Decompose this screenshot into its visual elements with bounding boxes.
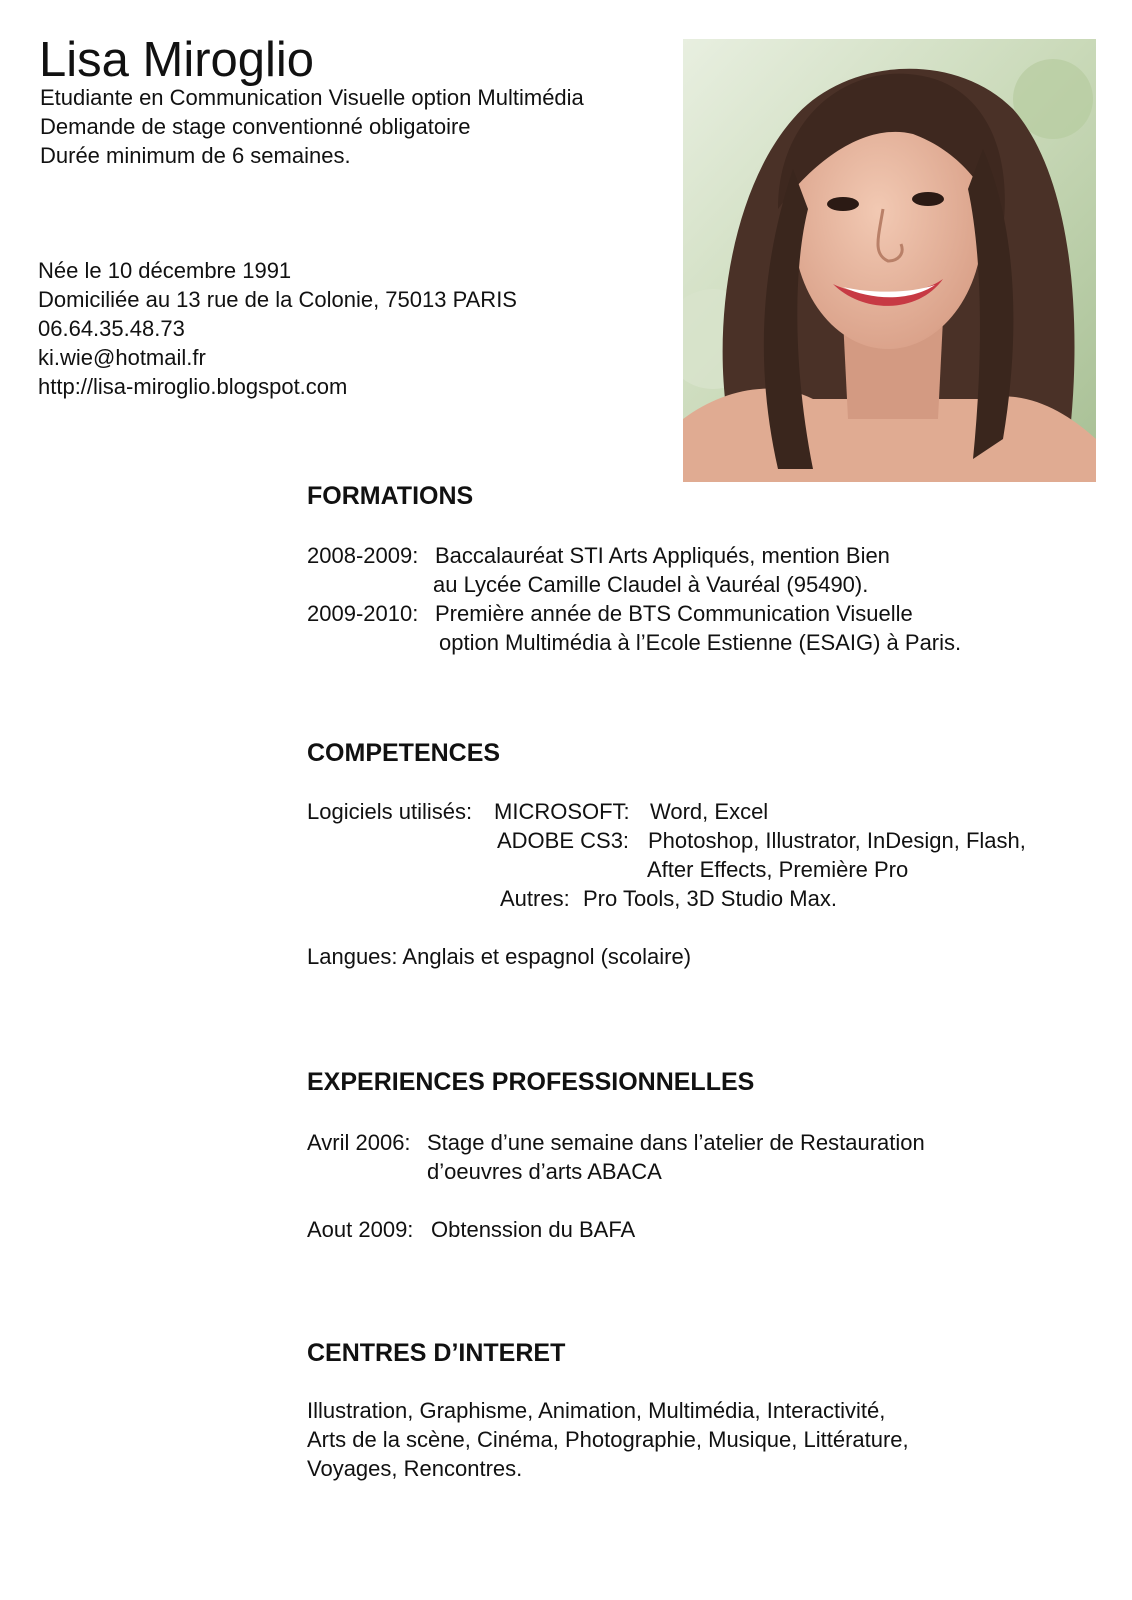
langues: Langues: Anglais et espagnol (scolaire) [307, 944, 692, 969]
microsoft-label: MICROSOFT: [494, 799, 630, 824]
interest-line: Illustration, Graphisme, Animation, Multimédia, Interactivité, [307, 1398, 886, 1423]
interest-line: Arts de la scène, Cinéma, Photographie, Musique, Littérature, [307, 1427, 909, 1452]
formation-text: Baccalauréat STI Arts Appliqués, mention Bien [435, 543, 890, 568]
adobe-value: After Effects, Première Pro [647, 857, 909, 882]
interest-line: Voyages, Rencontres. [307, 1456, 523, 1481]
experience-date: Avril 2006: [307, 1130, 411, 1155]
address: Domiciliée au 13 rue de la Colonie, 75013 PARIS [38, 287, 517, 312]
formation-text: Première année de BTS Communication Visuelle [435, 601, 913, 626]
section-title-interets: CENTRES D’INTERET [307, 1339, 566, 1367]
experience-text: Stage d’une semaine dans l’atelier de Restauration [427, 1130, 925, 1155]
subtitle-line: Durée minimum de 6 semaines. [40, 143, 351, 168]
candidate-name: Lisa Miroglio [39, 33, 315, 87]
phone-number: 06.64.35.48.73 [38, 316, 185, 341]
adobe-label: ADOBE CS3: [497, 828, 630, 853]
experience-text: d’oeuvres d’arts ABACA [427, 1159, 662, 1184]
autres-value: Pro Tools, 3D Studio Max. [583, 886, 837, 911]
birth-date: Née le 10 décembre 1991 [38, 258, 292, 283]
formation-date: 2008-2009: [307, 543, 419, 568]
formation-date: 2009-2010: [307, 601, 419, 626]
section-title-formations: FORMATIONS [307, 482, 474, 510]
software-label: Logiciels utilisés: [307, 799, 473, 824]
subtitle-line: Demande de stage conventionné obligatoire [40, 114, 471, 139]
section-title-experiences: EXPERIENCES PROFESSIONNELLES [307, 1068, 755, 1096]
profile-photo [683, 39, 1096, 482]
formation-text: option Multimédia à l’Ecole Estienne (ESAIG) à Paris. [439, 630, 962, 655]
email-address: ki.wie@hotmail.fr [38, 345, 206, 370]
section-title-competences: COMPETENCES [307, 739, 501, 767]
autres-label: Autres: [500, 886, 570, 911]
subtitle-line: Etudiante en Communication Visuelle option Multimédia [40, 85, 584, 110]
formation-text: au Lycée Camille Claudel à Vauréal (95490). [433, 572, 869, 597]
experience-text: Obtenssion du BAFA [431, 1217, 636, 1242]
website-link[interactable]: http://lisa-miroglio.blogspot.com [38, 374, 348, 399]
experience-date: Aout 2009: [307, 1217, 414, 1242]
adobe-value: Photoshop, Illustrator, InDesign, Flash, [648, 828, 1026, 853]
microsoft-value: Word, Excel [650, 799, 769, 824]
